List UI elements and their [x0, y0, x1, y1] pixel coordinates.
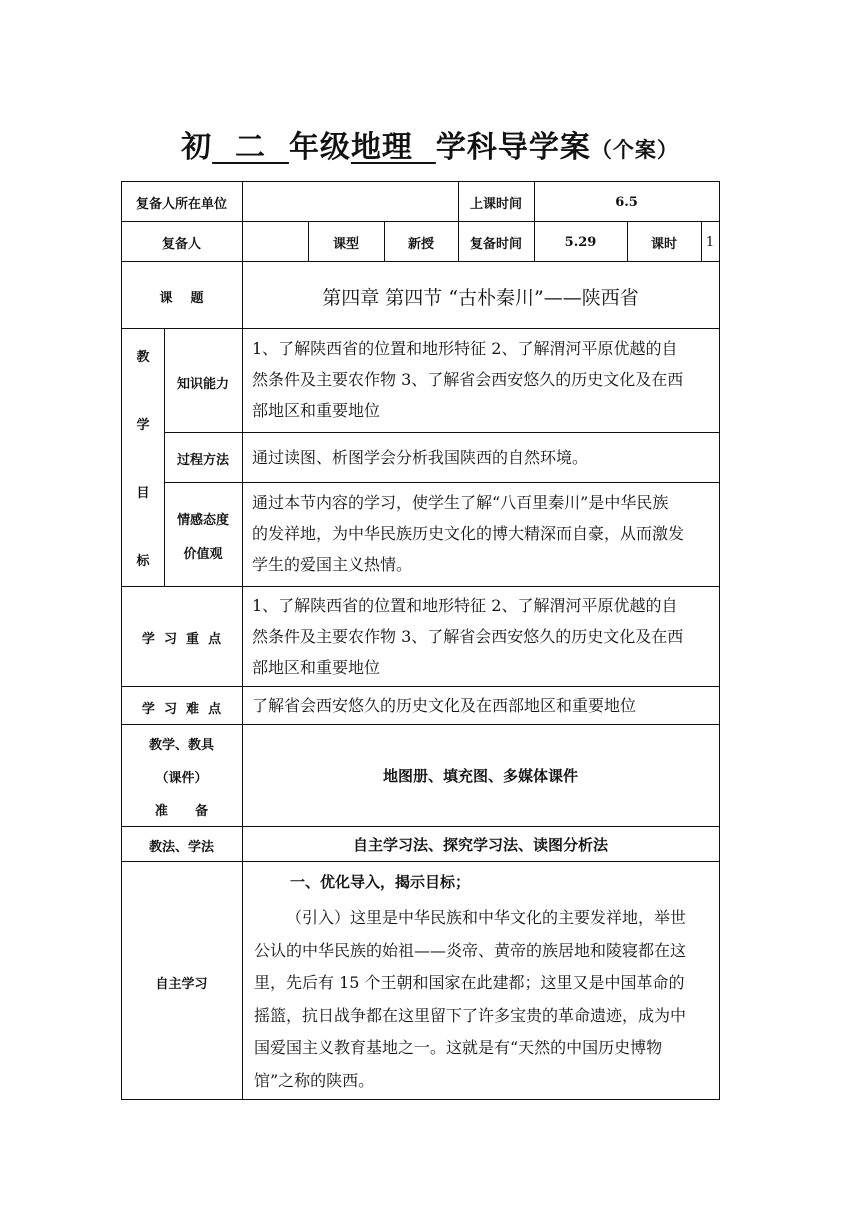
lesson-type-label: 课型	[332, 237, 359, 252]
page-title	[0, 122, 860, 166]
preparer-label: 复备人	[161, 237, 201, 252]
topic-value: 第四章 第四节 “古朴秦川”——陕西省	[322, 287, 639, 309]
self-study-label: 自主学习	[155, 977, 208, 992]
table-line	[121, 221, 720, 222]
class-hours-label: 课时	[650, 237, 677, 252]
table-line	[164, 482, 720, 483]
objectives-char: 教	[136, 350, 150, 365]
table-line	[164, 432, 720, 433]
emotion-label-2: 价值观	[183, 547, 223, 562]
class-time-label: 上课时间	[469, 197, 522, 212]
table-line	[121, 861, 720, 862]
text-line: 学生的爱国主义热情。	[252, 555, 413, 574]
table-line	[121, 261, 720, 262]
methods-value: 自主学习法、探究学习法、读图分析法	[352, 836, 608, 854]
process-text: 通过读图、析图学会分析我国陕西的自然环境。	[252, 448, 589, 467]
objectives-char: 学	[136, 418, 150, 433]
process-label: 过程方法	[176, 453, 229, 468]
table-line	[121, 586, 720, 587]
class-hours-value: 1	[705, 235, 715, 250]
table-line	[121, 826, 720, 827]
text-line: 部地区和重要地位	[252, 401, 381, 420]
title-subject: 地理	[350, 130, 436, 165]
table-line	[121, 686, 720, 687]
text-line: 的发祥地，为中华民族历史文化的博大精深而自豪，从而激发	[252, 524, 685, 543]
title-note: （个案）	[590, 137, 679, 162]
text-line: 部地区和重要地位	[252, 658, 381, 677]
emotion-text	[252, 487, 720, 580]
title-mid: 年级	[288, 130, 351, 165]
text-line: 公认的中华民族的始祖——炎帝、黄帝的族居地和陵寝都在这	[254, 940, 687, 960]
text-line: 里，先后有 15 个王朝和国家在此建都；这里又是中国革命的	[254, 973, 685, 992]
objectives-char: 目	[136, 486, 150, 501]
text-line: 然条件及主要农作物 3、了解省会西安悠久的历史文化及在西	[252, 370, 684, 389]
knowledge-label: 知识能力	[176, 377, 229, 392]
methods-label: 教法、学法	[148, 840, 214, 855]
difficulty-label: 学 习 难 点	[141, 702, 222, 717]
self-study-heading: 一、优化导入，揭示目标；	[290, 873, 471, 891]
knowledge-text	[252, 333, 720, 426]
title-suffix: 学科导学案	[435, 130, 591, 165]
difficulty-text: 了解省会西安悠久的历史文化及在西部地区和重要地位	[252, 696, 637, 715]
table-line	[121, 724, 720, 725]
text-line: 然条件及主要农作物 3、了解省会西安悠久的历史文化及在西	[252, 627, 684, 646]
title-prefix: 初	[181, 130, 213, 165]
table-line	[242, 181, 243, 1100]
prep-value: 地图册、填充图、多媒体课件	[382, 767, 578, 785]
prep-label-1: 教学、教具	[148, 738, 214, 753]
prep-label-2: （课件）	[155, 771, 208, 786]
text-line: 1、了解陕西省的位置和地形特征 2、了解渭河平原优越的自	[252, 596, 678, 615]
table-border-bottom	[121, 1099, 720, 1100]
key-points-label: 学 习 重 点	[141, 632, 222, 647]
text-line: 摇篮，抗日战争都在这里留下了许多宝贵的革命遗迹，成为中	[254, 1005, 687, 1025]
lesson-type-value: 新授	[407, 237, 434, 252]
objectives-char: 标	[136, 554, 150, 569]
title-grade: 二	[212, 130, 289, 165]
prep-label-3: 准 备	[154, 804, 209, 819]
prep-time-value: 5.29	[564, 235, 597, 250]
key-points-text	[252, 590, 720, 683]
text-line: （引入）这里是中华民族和中华文化的主要发祥地，举世	[286, 908, 687, 927]
self-study-text	[254, 902, 724, 1097]
topic-label: 课 题	[159, 291, 204, 306]
text-line: 馆”之称的陕西。	[254, 1070, 375, 1090]
table-border-top	[121, 181, 720, 182]
class-time-value: 6.5	[615, 195, 638, 210]
table-line	[121, 328, 720, 329]
text-line: 国爱国主义教育基地之一。这就是有“天然的中国历史博物	[254, 1038, 663, 1057]
text-line: 1、了解陕西省的位置和地形特征 2、了解渭河平原优越的自	[252, 339, 678, 358]
prep-time-label: 复备时间	[469, 237, 522, 252]
text-line: 通过本节内容的学习，使学生了解“八百里秦川”是中华民族	[252, 493, 669, 512]
unit-label: 复备人所在单位	[135, 197, 227, 212]
emotion-label-1: 情感态度	[176, 513, 229, 528]
